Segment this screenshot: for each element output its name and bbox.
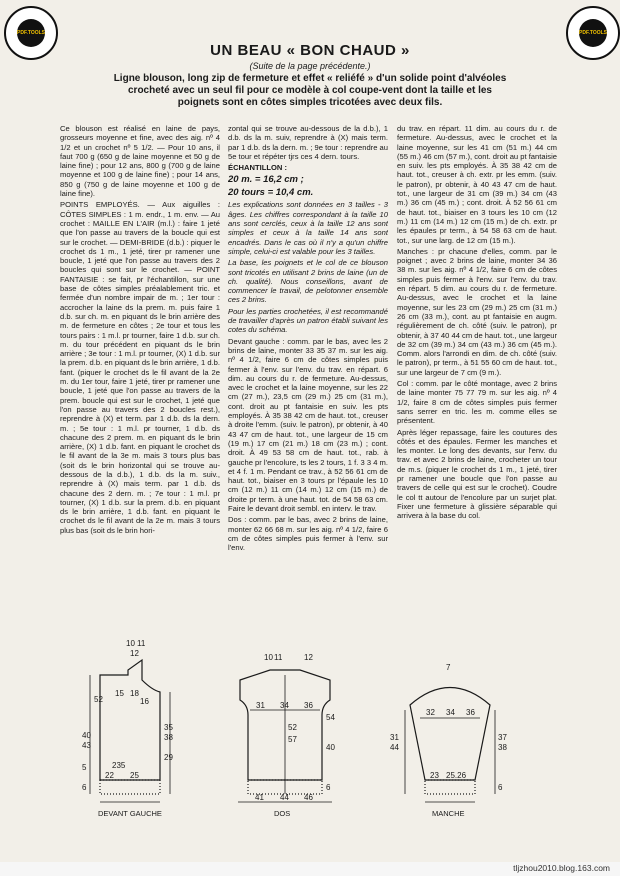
sleeve-num-23: 23 <box>430 771 439 780</box>
front-num-5: 5 <box>82 763 87 772</box>
finishing-instructions: Après léger repassage, faire les coutures des côtés et des épaules. Fermer les manches et les monter. Le long des devants, sur l'env. du trav. et avec 2 brins de laine, crocheter un tour de m.s. (piquer le crochet ds 1 m., 1 jeté, tirer pr ramener une boucle que l'on passe au travers de celle qui est sur le crochet). Coudre le col tt autour de l'encolure par un surjet plat. Fixer une fermeture à glissière séparable qui arrivera à la base du col. <box>397 427 557 521</box>
sleeve-caption: MANCHE <box>432 809 465 818</box>
intro-paragraph: Ligne blouson, long zip de fermeture et effet « reliéfé » d'un solide point d'alvéoles crocheté avec un seul fil pour ce modèle à col coupe-vent dont la taille et les poignets sont en côtes simples tricotées avec deux fils. <box>113 73 507 108</box>
text-column-3 <box>397 124 557 604</box>
back-instructions-start: Dos : comm. par le bas, avec 2 brins de laine, monter 62 66 68 m. sur les aig. nº 4 1/2, faire 6 cm de côtes simples puis fermer à l'env. sur l'env. <box>228 515 388 553</box>
text-column-1 <box>60 124 220 604</box>
sleeve-num-32: 32 <box>426 708 435 717</box>
back-num-11: 11 <box>274 653 283 662</box>
back-num-12: 12 <box>304 653 313 662</box>
pdf-tools-logo-right: PDF.TOOLS <box>579 19 607 47</box>
back-num-44: 44 <box>280 793 289 802</box>
footer-bar <box>0 862 620 876</box>
sizes-note: Les explications sont données en 3 tailles - 3 âges. Les chiffres correspondant à la taille 10 ans sont cerclés, ceux à la taille 12 ans sont simples et ceux à la taille 14 ans sont encadrés. Dans le cas où il n'y a qu'un chiffre simple, celui-ci est valable pour les 3 tailles. <box>228 200 388 256</box>
sleeve-num-34: 34 <box>446 708 455 717</box>
page-subtitle: (Suite de la page précédente.) <box>249 61 371 71</box>
gauge-heading: ÉCHANTILLON : <box>228 163 288 173</box>
collar-instructions: Col : comm. par le côté montage, avec 2 brins de laine monter 75 77 79 m. sur les aig. nº 4 1/2, faire 8 cm de côtes simples puis fermer sans serrer en tric. les m. comme elles se présentent. <box>397 379 557 426</box>
front-num-52: 52 <box>94 695 103 704</box>
back-num-10: 10 <box>264 653 273 662</box>
back-caption: DOS <box>274 809 291 818</box>
front-num-29: 29 <box>164 753 173 762</box>
front-num-235: 235 <box>112 761 126 770</box>
stitches-paragraph: POINTS EMPLOYÉS. — Aux aiguilles : CÔTES SIMPLES : 1 m. endr., 1 m. env. — Au crochet : MAILLE EN L'AIR (m.l.) : faire 1 jeté que l'on passe au travers de la boucle qui est sur le crochet. — DEMI-BRIDE (d.b.) : piquer le crochet ds 1 m., 1 jeté, tirer pr ramener une boucle, 1 jeté que l'on passe au travers des 2 boucles qui sont sur le crochet. — POINT FANTAISIE : se fait, pr l'échantillon, sur une base de côtes simples préalablement tric. et fermée d'un nombre impair de m. ; 1er tour : accrocher la laine ds la prem. m. puis faire 1 d.b. sur ch. m. en piquant ds le brin arrière des m. de fermeture en côtes ; 2e tour et tous les tours pairs : 1 m.l. pr tourner, faire 1 d.b. sur ch. m. du tour précédent en piquant ds le brin arrière ; 3e tour : 1 m.l. pr tourner, (X) 1 d.b. sur la prem. d.b. en piquant ds le brin arrière, 1 d.b. fant. (piquer le crochet ds le fil avant de la 2e m. du 1er tour, faire 1 jeté, tirer pr ramener une boucle, 1 jeté que l'on passe au travers de la prem. boucle qui est sur le crochet, 1 jeté que l'on passe au travers des 2 boucles rest.), reprendre à (X) et term. par 1 d.b. ds la dern. m. ; 5e tour : 1 m.l. pr tourner, 1 d.b. ds chacune des 2 prem. m. en piquant ds le brin arrière, (X) 1 d.b. fant. en piquant le crochet ds le fil avant de la 3e m. mais 3 tours plus bas (soit ds le brin horizontal qui se trouve au-dessous de la d.b.), 1 d.b. ds la m. suiv., reprendre à (X) mais term. par 1 d.b. ds chacune des 2 dern. m. ; 7e tour : 1 m.l. pr tourner, (X) 1 d.b. sur la prem. d.b. en piquant ds le brin arrière, 1 d.b. fant. en piquant le crochet ds le fil avant de la 2e m. mais 3 tours plus bas (soit ds le brin hori- <box>60 200 220 535</box>
front-num-11: 11 <box>137 639 146 648</box>
back-num-52: 52 <box>288 723 297 732</box>
sleeve-num-25-26: 25.26 <box>446 771 467 780</box>
sleeve-instructions: Manches : pr chacune d'elles, comm. par le poignet ; avec 2 brins de laine, monter 34 36 38 m. sur les aig. nº 4 1/2, faire 6 cm de côtes simples puis fermer à l'env. sur l'env. du trav. en répart. 5 dim. au cours du r. de fermeture. Au-dessus, avec le crochet et la laine moyenne, sur les 23 cm (29 m.) 25 cm (31 m.) 26 cm (33 m.), cont. au pt fantaisie en augm. régulièrement de ch. côté (suiv. le patron), pr obtenir, à 37 40 44 cm de haut. tot., une largeur de 32 cm (39 m.) 34 cm (43 m.) 36 cm (45 m.). Comm. alors l'arrondi en dim. de ch. côté (suiv. le patron), pr term., à 51 55 60 cm de haut. tot., sur une largeur de 7 cm (9 m.). <box>397 246 557 377</box>
yarn-note: La base, les poignets et le col de ce blouson sont tricotés en utilisant 2 brins de laine (un de ch. qualité). Nous conseillons, avant de commencer le travail, de pelotonner ensemble ces 2 brins. <box>228 258 388 305</box>
front-num-16: 16 <box>140 697 149 706</box>
front-num-12: 12 <box>130 649 139 658</box>
sleeve-num-44: 44 <box>390 743 399 752</box>
materials-paragraph: Ce blouson est réalisé en laine de pays, grosseurs moyenne et fine, avec des aig. nº 4 1/2 et un crochet nº 5 1/2. — Pour 10 ans, il faut 700 g (650 g de laine moyenne et 50 g de laine fine) ; pour 12 ans, 800 g (700 g de laine moyenne et 100 g de laine fine) ; pour 14 ans, 850 g (750 g de laine moyenne et 100 g de laine fine). <box>60 124 220 199</box>
pattern-schematic <box>60 620 570 830</box>
footer-source-text: tljzhou2010.blog.163.com <box>513 863 610 873</box>
stitch-continuation-paragraph: zontal qui se trouve au-dessous de la d.b.), 1 d.b. ds la m. suiv, reprendre à (X) mais term. par 1 d.b. ds la dern. m. ; 9e tour : reprendre au 5e tour et répéter tjrs ces 4 dern. tours. <box>228 124 388 161</box>
gauge-rows: 20 tours = 10,4 cm. <box>228 187 314 199</box>
schematic-svg <box>60 620 570 830</box>
front-num-38: 38 <box>164 733 173 742</box>
back-num-31: 31 <box>256 701 265 710</box>
front-num-22: 22 <box>105 771 114 780</box>
page-title: UN BEAU « BON CHAUD » <box>210 42 410 59</box>
front-num-6: 6 <box>82 783 87 792</box>
back-num-6: 6 <box>326 783 331 792</box>
back-num-57: 57 <box>288 735 297 744</box>
sleeve-num-6: 6 <box>498 783 503 792</box>
left-front-instructions: Devant gauche : comm. par le bas, avec les 2 brins de laine, monter 33 35 37 m. sur les aig. nº 4 1/2, faire 6 cm de côtes simples puis fermer à l'env. sur l'env. du trav. en répart. 6 dim. au cours du r. de fermeture. Au-dessus, avec le crochet et la laine moyenne, sur les 22 cm (27 m.), 23,5 cm (29 m.) 25 cm (31 m.), cont. droit au pt fantaisie en suiv. les pts employés. À 35 38 42 cm de haut. tot., creuser à droite l'emm. (suiv. le patron), pr obtenir, à 40 43 47 cm de haut. tot., une largeur de 15 cm (19 m.) 17 cm (21 m.) 18 cm (23 m.) ; cont. droit. À 49 53 58 cm de haut. tot., rab. à gauche pr l'encolure, ts les 2 tours, 1 f. 3 3 4 m. et 4 f. 1 m. Pendant ce trav., à 52 56 61 cm de haut. tot., biaiser en 3 tours pr l'épaule les 10 cm (12 m.) 11 cm (14 m.) 12 cm (15 m.) de droite pr term. à une haut. tot. de 54 58 63 cm. Faire le devant droit sembl. en interv. le trav. <box>228 336 388 513</box>
back-instructions-end: du trav. en répart. 11 dim. au cours du r. de fermeture. Au-dessus, avec le crochet et la laine moyenne, sur les 41 cm (51 m.) 44 cm (55 m.) 46 cm (57 m.), cont. droit au pt fantaisie en suiv. les pts employés. À 35 38 42 cm de haut. tot., creuser à ch. extr. pr les emm. (suiv. le patron), pr obtenir, à 40 43 47 cm de haut. tot., une largeur de 31 cm (39 m.) 34 cm (43 m.) 36 cm (45 m.) ; cont. droit. À 52 56 61 cm de haut. tot., biaiser en 3 tours les 10 cm (12 m.) 11 cm (14 m.) 12 cm (15 m.) de ch. extr. pr les épaules pr term., à 54 58 63 cm de haut. tot., sur une larg. de 12 cm (15 m.). <box>397 124 557 245</box>
back-num-36: 36 <box>304 701 313 710</box>
sleeve-ribbing <box>425 780 475 794</box>
sleeve-outline <box>410 688 490 781</box>
front-num-25: 25 <box>130 771 139 780</box>
back-num-46: 46 <box>304 793 313 802</box>
pattern-note: Pour les parties crochetées, il est recommandé de travailler d'après un patron établi suivant les cotes du schéma. <box>228 306 388 335</box>
text-column-2 <box>228 124 388 604</box>
front-outline <box>100 660 160 780</box>
front-num-35: 35 <box>164 723 173 732</box>
back-num-34: 34 <box>280 701 289 710</box>
sleeve-num-38: 38 <box>498 743 507 752</box>
front-num-18: 18 <box>130 689 139 698</box>
back-num-54: 54 <box>326 713 335 722</box>
sleeve-num-31: 31 <box>390 733 399 742</box>
front-num-40: 40 <box>82 731 91 740</box>
front-num-43: 43 <box>82 741 91 750</box>
front-num-15: 15 <box>115 689 124 698</box>
back-num-40: 40 <box>326 743 335 752</box>
gauge-stitches: 20 m. = 16,2 cm ; <box>228 174 304 186</box>
sleeve-num-7: 7 <box>446 663 451 672</box>
pdf-tools-logo-left: PDF.TOOLS <box>17 19 45 47</box>
sleeve-num-37: 37 <box>498 733 507 742</box>
front-num-10: 10 <box>126 639 135 648</box>
front-ribbing <box>100 780 160 794</box>
front-caption: DEVANT GAUCHE <box>98 809 162 818</box>
sleeve-num-36: 36 <box>466 708 475 717</box>
back-num-41: 41 <box>255 793 264 802</box>
